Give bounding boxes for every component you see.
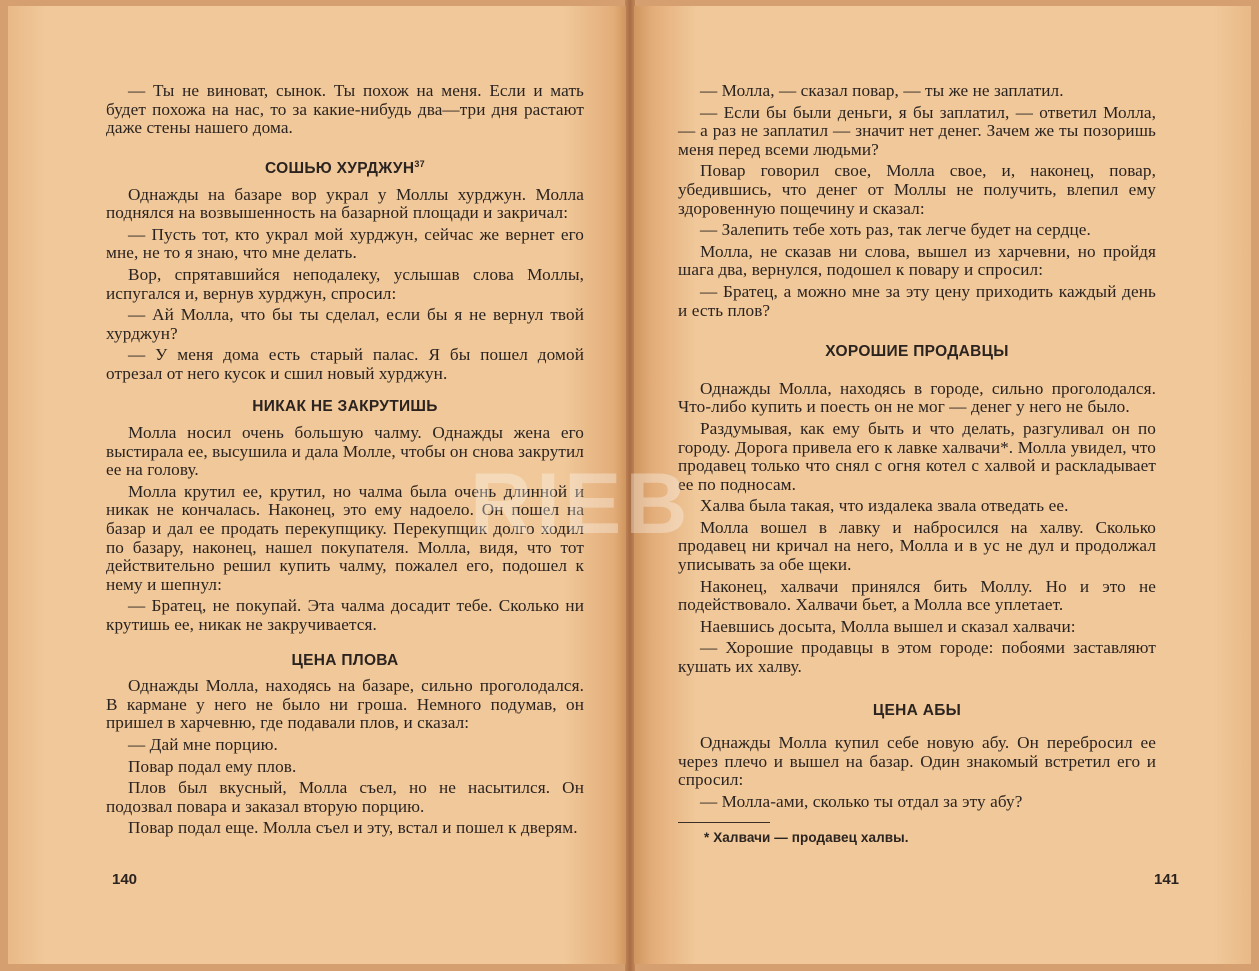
paragraph: — Братец, а можно мне за эту цену приходить каждый день и есть плов?: [678, 281, 1156, 320]
paragraph: — У меня дома есть старый палас. Я бы пошел домой отрезал от него кусок и сшил новый хурджун.: [106, 345, 584, 383]
paragraph: — Залепить тебе хоть раз, так легче будет на сердце.: [700, 220, 1091, 240]
paragraph: Однажды Молла купил себе новую абу. Он перебросил ее через плечо и вышел на базар. Один знакомый встретил его и спросил:: [678, 733, 1156, 790]
story-title-tsena-plova: ЦЕНА ПЛОВА: [291, 651, 399, 669]
paragraph: Повар говорил свое, Молла свое, и, наконец, повар, убедившись, что денег от Моллы не получить, влепил ему здоровенную пощечину и сказал:: [678, 161, 1156, 218]
paragraph: — Если бы были деньги, я бы заплатил, — ответил Молла, — а раз не заплатил — значит нет денег. Зачем же ты позоришь меня перед всеми людьми?: [678, 102, 1156, 159]
paragraph: — Братец, не покупай. Эта чалма досадит тебе. Сколько ни крутишь ее, никак не закручивается.: [106, 596, 584, 634]
paragraph: Плов был вкусный, Молла съел, но не насытился. Он подозвал повара и заказал вторую порцию.: [106, 778, 584, 816]
paragraph: Молла вошел в лавку и набросился на халву. Сколько продавец ни кричал на него, Молла и в ус не дул и продолжал уписывать за обе щеки.: [678, 517, 1156, 575]
page-number-left: 140: [112, 871, 138, 888]
paragraph: Молла, не сказав ни слова, вышел из харчевни, но пройдя шага два, вернулся, подошел к повару и спросил:: [678, 241, 1156, 280]
footnote-divider: [678, 822, 770, 823]
story-title-zakrutish: НИКАК НЕ ЗАКРУТИШЬ: [252, 398, 438, 416]
paragraph: — Дай мне порцию.: [128, 734, 278, 754]
intro-paragraph: — Ты не виноват, сынок. Ты похож на меня. Если и мать будет похожа на нас, то за какие-нибудь два—три дня растают даже стены нашего дома.: [106, 81, 584, 138]
story-title-hurdzhun: СОШЬЮ ХУРДЖУН$^{37}$: [264, 158, 425, 177]
story-title-prodavtsy: ХОРОШИЕ ПРОДАВЦЫ: [825, 343, 1009, 361]
title-note-ref: 37: [414, 158, 425, 169]
paragraph: Однажды на базаре вор украл у Моллы хурджун. Молла поднялся на возвышенность на базарной площади и закричал:: [106, 184, 584, 223]
paragraph: Молла крутил ее, крутил, но чалма была очень длинной и никак не кончалась. Наконец, это ему надоело. Он пошел на базар и дал ее продать перекупщику. Перекупщик долго ходил по базару, наконец, нашел покупателя. Молла, видя, что тот действительно решил купить чалму, пожалел его, подошел к нему и шепнул:: [106, 481, 584, 594]
paragraph: Наевшись досыта, Молла вышел и сказал халвачи:: [700, 616, 1076, 636]
left-text-column: [106, 82, 584, 841]
paragraph: Однажды Молла, находясь в городе, сильно проголодался. Что-либо купить и поесть он не мог — денег у него не было.: [678, 378, 1156, 417]
footnote: * Халвачи — продавец халвы.: [704, 829, 909, 845]
paragraph: — Молла, — сказал повар, — ты же не заплатил.: [700, 81, 1064, 100]
paragraph: Вор, спрятавшийся неподалеку, услышав слова Моллы, испугался и, вернув хурджун, спросил:: [106, 264, 584, 303]
paragraph: Повар подал еще. Молла съел и эту, встал и пошел к дверям.: [128, 818, 578, 838]
paragraph: Наконец, халвачи принялся бить Моллу. Но и это не подействовало. Халвачи бьет, а Молла все уплетает.: [678, 576, 1156, 615]
paragraph: Повар подал ему плов.: [128, 756, 297, 776]
left-page: [8, 6, 626, 964]
paragraph: Раздумывая, как ему быть и что делать, разгуливал он по городу. Дорога привела его к лавке халвачи*. Молла увидел, что продавец только что снял с огня котел с халвой и раскладывает ее по подносам.: [678, 418, 1156, 494]
page-number-right: 141: [1154, 871, 1180, 888]
paragraph: Халва была такая, что издалека звала отведать ее.: [700, 496, 1069, 516]
paragraph: Молла носил очень большую чалму. Однажды жена его выстирала ее, высушила и дала Молле, чтобы он снова закрутил ее на голову.: [106, 423, 584, 480]
paragraph: Однажды Молла, находясь на базаре, сильно проголодался. В кармане у него не было ни гроша. Немного подумав, он пришел в харчевню, где подавали плов, и сказал:: [106, 676, 584, 733]
paragraph: — Молла-ами, сколько ты отдал за эту абу?: [700, 792, 1023, 811]
right-page: [634, 6, 1251, 964]
story-title-tsena-aby: ЦЕНА АБЫ: [872, 701, 962, 719]
right-text-column: [678, 82, 1156, 847]
watermark: RIEB: [470, 456, 692, 552]
paragraph: — Ай Молла, что бы ты сделал, если бы я не вернул твой хурджун?: [106, 305, 584, 343]
paragraph: — Пусть тот, кто украл мой хурджун, сейчас же вернет его мне, не то я знаю, что мне делать.: [106, 224, 584, 263]
paragraph: — Хорошие продавцы в этом городе: побоями заставляют кушать их халву.: [678, 638, 1156, 677]
